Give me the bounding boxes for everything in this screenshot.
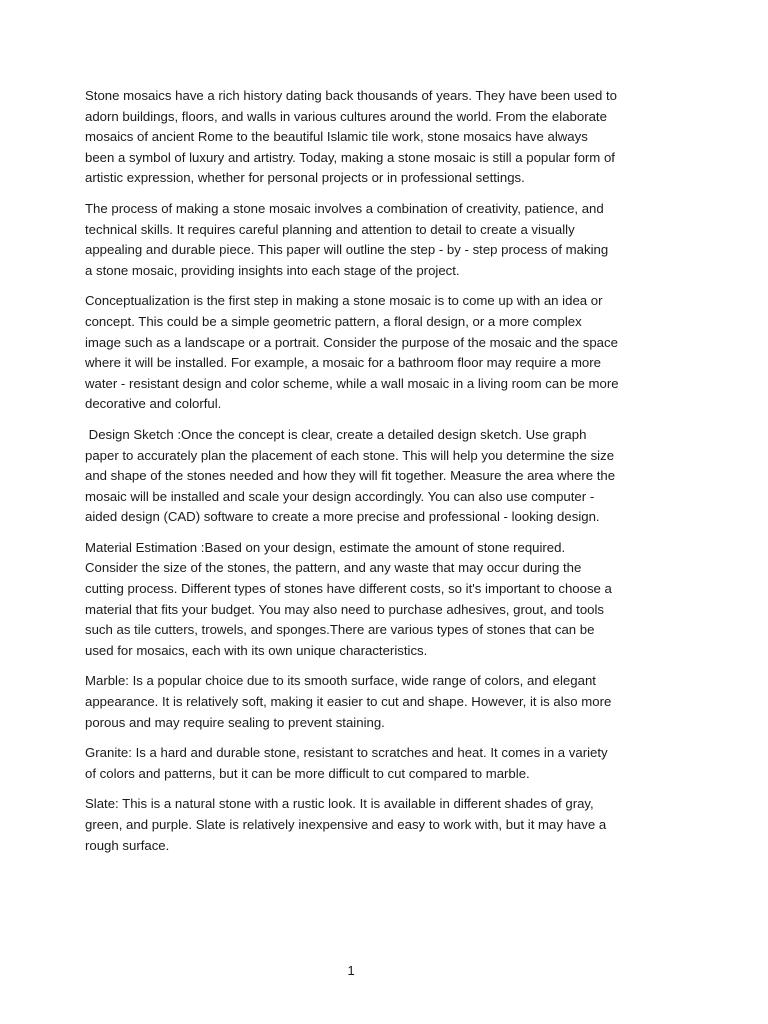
- paragraph-material-estimation: Material Estimation :Based on your design, estimate the amount of stone required. Consider the size of the stones, the pattern, and any waste that may occur during the cutting process. Different types of stones have different costs, so it's important to choose a material that fits your budget. You may also need to purchase adhesives, grout, and tools such as tile cutters, trowels, and sponges.There are various types of stones that can be used for mosaics, each with its own unique characteristics.: [85, 539, 616, 658]
- paragraph-process: The process of making a stone mosaic involves a combination of creativity, patience, and technical skills. It requires careful planning and attention to detail to create a visually appealing and durable piece. This paper will outline the step - by - step process of making a stone mosaic, providing insights into each stage of the project.: [85, 200, 612, 278]
- paragraph-design-sketch: Design Sketch :Once the concept is clear, create a detailed design sketch. Use graph paper to accurately plan the placement of each stone. This will help you determine the size and shape of the stones needed and how they will fit together. Measure the area where the mosaic will be installed and scale your design accordingly. You can also use computer - aided design (CAD) software to create a more precise and professional - looking design.: [85, 426, 619, 525]
- paragraph-marble: Marble: Is a popular choice due to its smooth surface, wide range of colors, and elegant appearance. It is relatively soft, making it easier to cut and shape. However, it is also more porous and may require sealing to prevent staining.: [85, 673, 615, 730]
- paragraph-granite: Granite: Is a hard and durable stone, resistant to scratches and heat. It comes in a variety of colors and patterns, but it can be more difficult to cut compared to marble.: [85, 745, 612, 781]
- paragraph-conceptualization: Conceptualization is the first step in making a stone mosaic is to come up with an idea or concept. This could be a simple geometric pattern, a floral design, or a more complex image such as a landscape or a portrait. Consider the purpose of the mosaic and the space where it will be installed. For example, a mosaic for a bathroom floor may require a more water - resistant design and color scheme, while a wall mosaic in a living room can be more decorative and colorful.: [85, 293, 623, 412]
- paragraph-slate: Slate: This is a natural stone with a rustic look. It is available in different shades of gray, green, and purple. Slate is relatively inexpensive and easy to work with, but it may have a rough surface.: [85, 796, 610, 853]
- page-number: 1: [347, 963, 355, 978]
- paragraph-history: Stone mosaics have a rich history dating back thousands of years. They have been used to adorn buildings, floors, and walls in various cultures around the world. From the elaborate mosaics of ancient Rome to the beautiful Islamic tile work, stone mosaics have always been a symbol of luxury and artistry. Today, making a stone mosaic is still a popular form of artistic expression, whether for personal projects or in professional settings.: [85, 88, 621, 186]
- body-text: [85, 86, 623, 866]
